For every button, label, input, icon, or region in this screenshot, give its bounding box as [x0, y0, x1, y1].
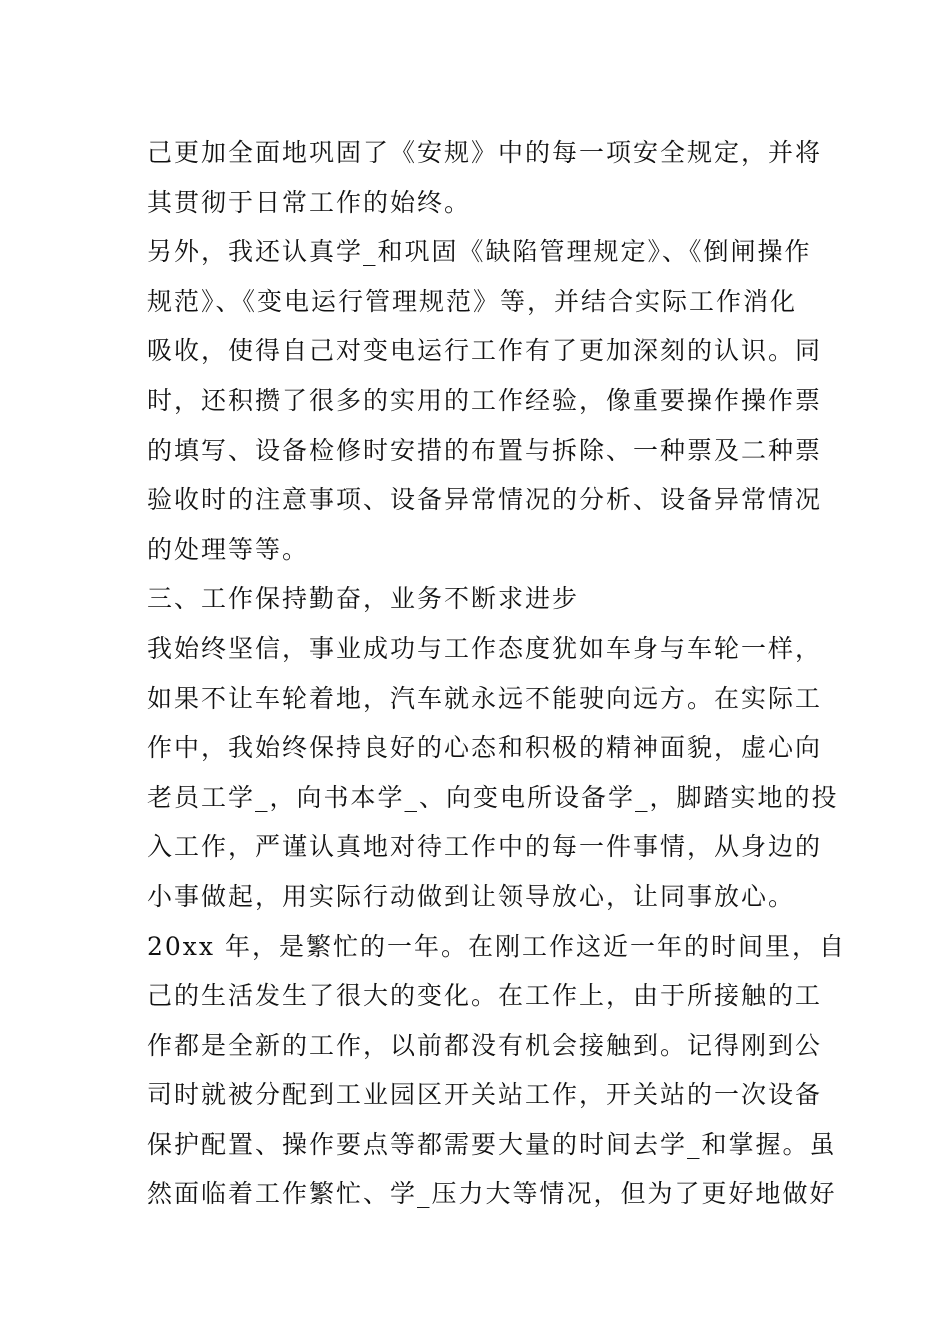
text-line-2: 其贯彻于日常工作的始终。: [147, 187, 472, 217]
text-line-4: 规范》、《变电运行管理规范》等，并结合实际工作消化: [147, 286, 798, 316]
text-line-6: 时，还积攒了很多的实用的工作经验，像重要操作操作票: [147, 385, 823, 415]
text-line-20: 司时就被分配到工业园区开关站工作，开关站的一次设备: [147, 1080, 823, 1110]
text-line-19: 作都是全新的工作，以前都没有机会接触到。记得刚到公: [147, 1030, 823, 1060]
text-line-1: 己更加全面地巩固了《安规》中的每一项安全规定，并将: [147, 138, 823, 167]
body-text: [147, 128, 846, 1219]
text-line-22: 然面临着工作繁忙、学_压力大等情况，但为了更好地做好: [147, 1179, 837, 1209]
text-line-5: 吸收，使得自己对变电运行工作有了更加深刻的认识。同: [147, 336, 823, 366]
text-line-21: 保护配置、操作要点等都需要大量的时间去学_和掌握。虽: [147, 1129, 837, 1159]
text-line-7: 的填写、设备检修时安措的布置与拆除、一种票及二种票: [147, 435, 823, 465]
section-heading: 三、工作保持勤奋，业务不断求进步: [147, 584, 580, 614]
text-line-13: 作中，我始终保持良好的心态和积极的精神面貌，虚心向: [147, 733, 823, 763]
text-line-17: 20xx 年，是繁忙的一年。在刚工作这近一年的时间里，自: [147, 931, 846, 961]
text-line-11: 我始终坚信，事业成功与工作态度犹如车身与车轮一样，: [147, 633, 823, 663]
text-line-8: 验收时的注意事项、设备异常情况的分析、设备异常情况: [147, 485, 823, 515]
text-line-14: 老员工学_，向书本学_、向变电所设备学_，脚踏实地的投: [147, 782, 839, 812]
text-line-18: 己的生活发生了很大的变化。在工作上，由于所接触的工: [147, 981, 823, 1011]
text-line-15: 入工作，严谨认真地对待工作中的每一件事情，从身边的: [147, 832, 823, 862]
text-line-3: 另外，我还认真学_和巩固《缺陷管理规定》、《倒闸操作: [147, 237, 812, 267]
text-line-12: 如果不让车轮着地，汽车就永远不能驶向远方。在实际工: [147, 683, 823, 713]
text-line-16: 小事做起，用实际行动做到让领导放心，让同事放心。: [147, 881, 796, 911]
text-line-9: 的处理等等。: [147, 534, 310, 564]
